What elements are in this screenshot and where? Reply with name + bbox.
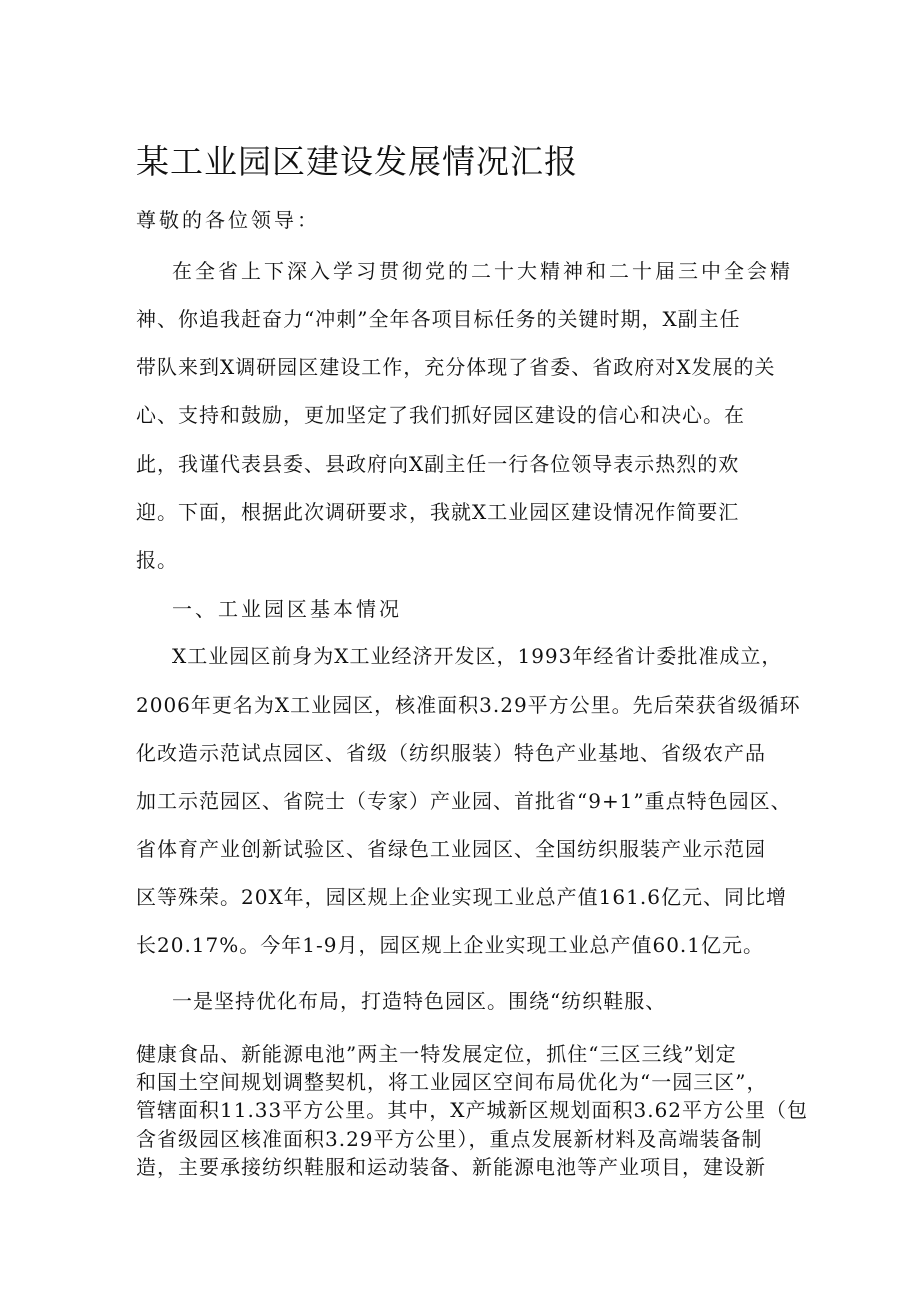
paragraph-line: 健康食品、新能源电池”两主一特发展定位，抓住“三区三线”划定 [136,1042,737,1066]
paragraph-line: 造，主要承接纺织鞋服和运动装备、新能源电池等产业项目，建设新 [136,1155,766,1179]
section-heading: 一、工业园区基本情况 [172,597,402,621]
paragraph-line: 一是坚持优化布局，打造特色园区。围绕“纺织鞋服、 [172,989,667,1013]
paragraph-line: 加工示范园区、省院士（专家）产业园、首批省“9+1”重点特色园区、 [136,789,792,813]
paragraph-line: 神、你追我赶奋力“冲刺”全年各项目标任务的关键时期，X副主任 [136,307,741,331]
paragraph-line: 省体育产业创新试验区、省绿色工业园区、全国纺织服装产业示范园 [136,837,766,861]
document-title: 某工业园区建设发展情况汇报 [136,142,578,181]
paragraph-line: 带队来到X调研园区建设工作，充分体现了省委、省政府对X发展的关 [136,355,776,379]
paragraph-line: 长20.17%。今年1-9月，园区规上企业实现工业总产值60.1亿元。 [136,933,764,957]
paragraph-line: 心、支持和鼓励，更加坚定了我们抓好园区建设的信心和决心。在 [136,403,745,427]
paragraph-line: 含省级园区核准面积3.29平方公里），重点发展新材料及高端装备制 [136,1127,763,1151]
salutation: 尊敬的各位领导： [136,208,320,232]
paragraph-line: 管辖面积11.33平方公里。其中，X产城新区规划面积3.62平方公里（包 [136,1098,809,1122]
paragraph-line: 在全省上下深入学习贯彻党的二十大精神和二十届三中全会精 [172,259,793,283]
paragraph-line: 此，我谨代表县委、县政府向X副主任一行各位领导表示热烈的欢 [136,452,740,476]
paragraph-line: 报。 [136,548,178,572]
paragraph-line: X工业园区前身为X工业经济开发区，1993年经省计委批准成立， [172,644,783,668]
paragraph-line: 化改造示范试点园区、省级（纺织服装）特色产业基地、省级农产品 [136,741,766,765]
paragraph-line: 迎。下面，根据此次调研要求，我就X工业园区建设情况作简要汇 [136,500,740,524]
paragraph-line: 2006年更名为X工业园区，核准面积3.29平方公里。先后荣获省级循环 [136,693,801,717]
paragraph-line: 区等殊荣。20X年，园区规上企业实现工业总产值161.6亿元、同比增 [136,885,787,909]
paragraph-line: 和国土空间规划调整契机，将工业园区空间布局优化为“一园三区”， [136,1070,768,1094]
